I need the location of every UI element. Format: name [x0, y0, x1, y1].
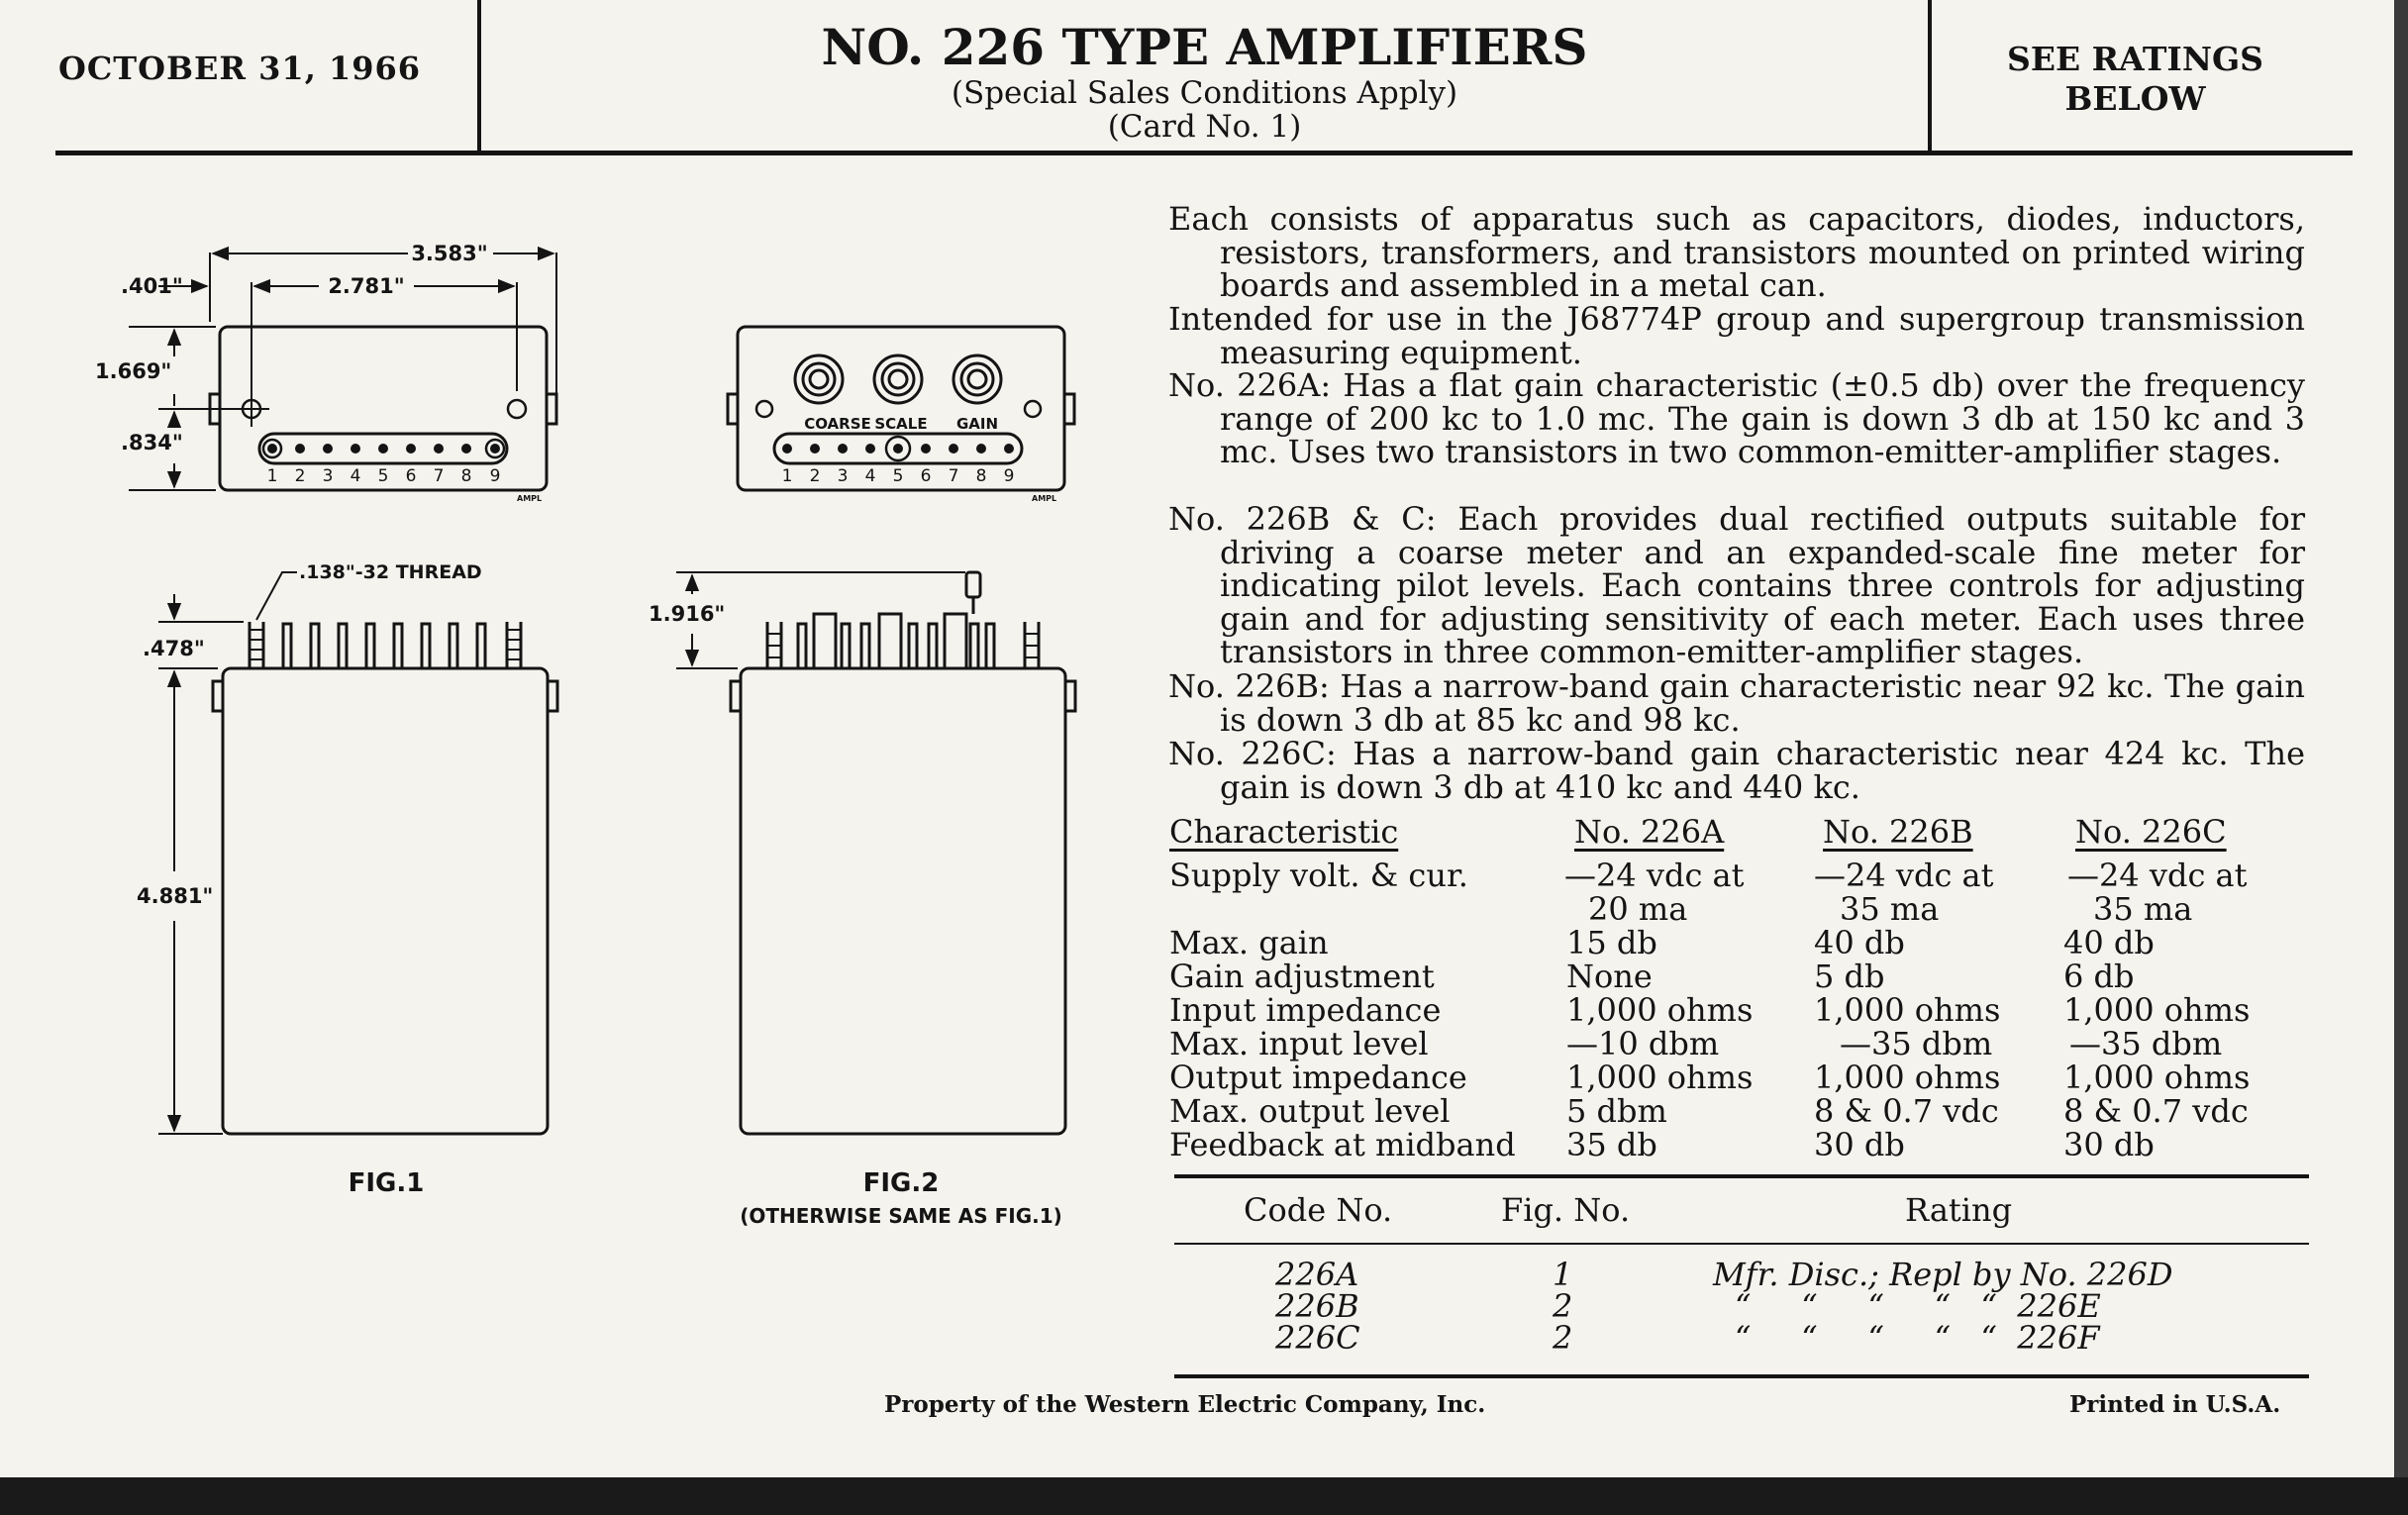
spec-row-label: Output impedance	[1169, 1059, 1467, 1096]
control-label-scale: SCALE	[874, 415, 928, 433]
control-label-coarse: COARSE	[804, 415, 871, 433]
spec-cell: 8 & 0.7 vdc	[2063, 1092, 2249, 1130]
fig2-pin-6: 6	[920, 466, 932, 486]
spec-cell: —24 vdc at	[1564, 857, 1745, 894]
header-ratings-line1: SEE RATINGS	[2006, 40, 2264, 78]
spec-row-label: Supply volt. & cur.	[1169, 857, 1468, 894]
spec-cell: 1,000 ohms	[1566, 1059, 1754, 1096]
ratings-bottom-rule	[1174, 1374, 2309, 1378]
header-subtitle: (Special Sales Conditions Apply)	[951, 75, 1458, 111]
spec-cell: 15 db	[1566, 924, 1657, 961]
fig1-pin-3: 3	[322, 466, 334, 486]
spec-cell: 8 & 0.7 vdc	[1814, 1092, 1999, 1130]
spec-cell: 30 db	[1814, 1126, 1905, 1163]
fig2-side-view	[731, 572, 1075, 1134]
ratings-code: 226A	[1275, 1256, 1359, 1293]
ratings-fig: 1	[1553, 1256, 1573, 1293]
spec-cell: 40 db	[1814, 924, 1905, 961]
dim-can-height: 4.881"	[137, 884, 214, 908]
fig1-label: FIG.1	[348, 1168, 425, 1198]
spec-cell: 35 db	[1566, 1126, 1657, 1163]
footer-property-notice: Property of the Western Electric Company, Inc.	[884, 1391, 1486, 1418]
fig2-ampl-mark: AMPL	[1032, 494, 1057, 503]
fig2-pin-4: 4	[864, 466, 876, 486]
ratings-rating: Mfr. Disc.; Repl by No. 226D	[1713, 1256, 2173, 1293]
ratings-fig: 2	[1553, 1319, 1573, 1357]
ratings-header-rule	[1174, 1243, 2309, 1245]
spec-header-characteristic: Characteristic	[1169, 813, 1399, 851]
spec-cell: None	[1566, 958, 1653, 995]
footer-printed-in: Printed in U.S.A.	[2069, 1391, 2281, 1418]
dim-hole-offset: .401"	[121, 274, 183, 298]
spec-cell: —24 vdc at	[2067, 857, 2248, 894]
spec-header-226c: No. 226C	[2075, 813, 2227, 851]
fig2-pin-7: 7	[948, 466, 959, 486]
fig1-pin-2: 2	[294, 466, 306, 486]
description-para-4: No. 226B & C: Each provides dual rectified outputs suitable for driving a coarse meter and an expanded-scale fine meter for indicating pilot levels. Each contains three controls for adjusting gain and for adjusting sensitivity of each meter. Each uses three transistors in three common-emitter-amplifier stages.	[1168, 500, 2305, 671]
spec-cell: 1,000 ohms	[2063, 1059, 2251, 1096]
spec-cell: 1,000 ohms	[1814, 991, 2001, 1029]
dim-pin-row-height: .834"	[121, 431, 183, 454]
fig1-side-view	[213, 622, 557, 1134]
fig2-pin-9: 9	[1003, 466, 1015, 486]
ratings-header-rating: Rating	[1905, 1191, 2013, 1229]
spec-cell: 5 dbm	[1566, 1092, 1667, 1130]
spec-row-label: Input impedance	[1169, 991, 1442, 1029]
header-divider-right	[1928, 0, 1932, 153]
fig1-pin-5: 5	[377, 466, 389, 486]
spec-cell: 1,000 ohms	[2063, 991, 2251, 1029]
dim-control-height: 1.916"	[649, 602, 726, 626]
spec-cell: 35 ma	[2093, 890, 2193, 928]
ratings-header-fig: Fig. No.	[1501, 1191, 1631, 1229]
ratings-code: 226B	[1275, 1287, 1359, 1325]
fig1-pin-8: 8	[460, 466, 472, 486]
fig2-pin-3: 3	[837, 466, 849, 486]
description-para-6: No. 226C: Has a narrow-band gain characteristic near 424 kc. The gain is down 3 db at 410 kc and 440 kc.	[1168, 735, 2305, 806]
dim-hole-spacing: 2.781"	[328, 274, 405, 298]
spec-header-226b: No. 226B	[1823, 813, 1973, 851]
header-ratings-note	[1930, 40, 2341, 119]
ratings-top-rule	[1174, 1174, 2309, 1178]
ratings-rating: “ “ “ “ “ 226F	[1735, 1319, 2100, 1357]
spec-cell: 30 db	[2063, 1126, 2155, 1163]
header-title: NO. 226 TYPE AMPLIFIERS	[821, 18, 1588, 76]
ratings-code: 226C	[1275, 1319, 1360, 1357]
spec-cell: 20 ma	[1588, 890, 1688, 928]
spec-cell: —24 vdc at	[1814, 857, 1994, 894]
spec-row-label: Gain adjustment	[1169, 958, 1435, 995]
fig2-pin-5: 5	[892, 466, 904, 486]
fig1-pin-6: 6	[405, 466, 417, 486]
dim-terminal-length: .478"	[143, 637, 205, 660]
header-card-number: (Card No. 1)	[1107, 109, 1302, 145]
description-para-2: Intended for use in the J68774P group and supergroup transmission measuring equipment.	[1168, 300, 2305, 371]
dim-overall-width: 3.583"	[411, 242, 488, 265]
spec-cell: 6 db	[2063, 958, 2135, 995]
spec-row-label: Feedback at midband	[1169, 1126, 1516, 1163]
spec-row-label: Max. gain	[1169, 924, 1329, 961]
fig1-pin-dots	[267, 444, 500, 454]
scan-edge	[2394, 0, 2408, 1477]
fig2-note: (OTHERWISE SAME AS FIG.1)	[740, 1204, 1062, 1228]
spec-row-label: Max. input level	[1169, 1025, 1429, 1062]
fig1-pin-7: 7	[433, 466, 445, 486]
fig2-pin-1: 1	[781, 466, 793, 486]
spec-cell: 1,000 ohms	[1566, 991, 1754, 1029]
ratings-fig: 2	[1553, 1287, 1573, 1325]
fig2-pin-dots	[782, 444, 1014, 454]
spec-cell: —35 dbm	[1840, 1025, 1993, 1062]
description-para-1: Each consists of apparatus such as capacitors, diodes, inductors, resistors, transformers, and transistors mounted on printed wiring boards and assembled in a metal can.	[1168, 200, 2305, 305]
dim-thread-label: .138"-32 THREAD	[299, 561, 482, 583]
spec-cell: 1,000 ohms	[1814, 1059, 2001, 1096]
ratings-rating: “ “ “ “ “ 226E	[1735, 1287, 2101, 1325]
figure-drawings	[0, 0, 1129, 1287]
spec-cell: 35 ma	[1840, 890, 1940, 928]
spec-cell: 5 db	[1814, 958, 1885, 995]
spec-cell: —10 dbm	[1566, 1025, 1720, 1062]
fig2-pin-8: 8	[975, 466, 987, 486]
spec-header-226a: No. 226A	[1574, 813, 1725, 851]
fig1-pin-1: 1	[266, 466, 278, 486]
fig1-pin-9: 9	[489, 466, 501, 486]
fig2-label: FIG.2	[862, 1168, 940, 1198]
spec-cell: —35 dbm	[2069, 1025, 2223, 1062]
header-ratings-line2: BELOW	[2064, 79, 2206, 118]
fig1-ampl-mark: AMPL	[517, 494, 543, 503]
fig2-pin-2: 2	[809, 466, 821, 486]
fig1-pin-4: 4	[350, 466, 361, 486]
control-label-gain: GAIN	[955, 415, 999, 433]
spec-row-label: Max. output level	[1169, 1092, 1451, 1130]
description-para-5: No. 226B: Has a narrow-band gain characteristic near 92 kc. The gain is down 3 db at 85 kc and 98 kc.	[1168, 667, 2305, 739]
dim-top-height: 1.669"	[95, 359, 172, 383]
ratings-header-code: Code No.	[1244, 1191, 1393, 1229]
description-para-3: No. 226A: Has a flat gain characteristic (±0.5 db) over the frequency range of 200 kc to 1.0 mc. The gain is down 3 db at 150 kc and 3 mc. Uses two transistors in two common-emitter-amplifier stages.	[1168, 366, 2305, 471]
header-date: OCTOBER 31, 1966	[57, 50, 422, 87]
spec-cell: 40 db	[2063, 924, 2155, 961]
